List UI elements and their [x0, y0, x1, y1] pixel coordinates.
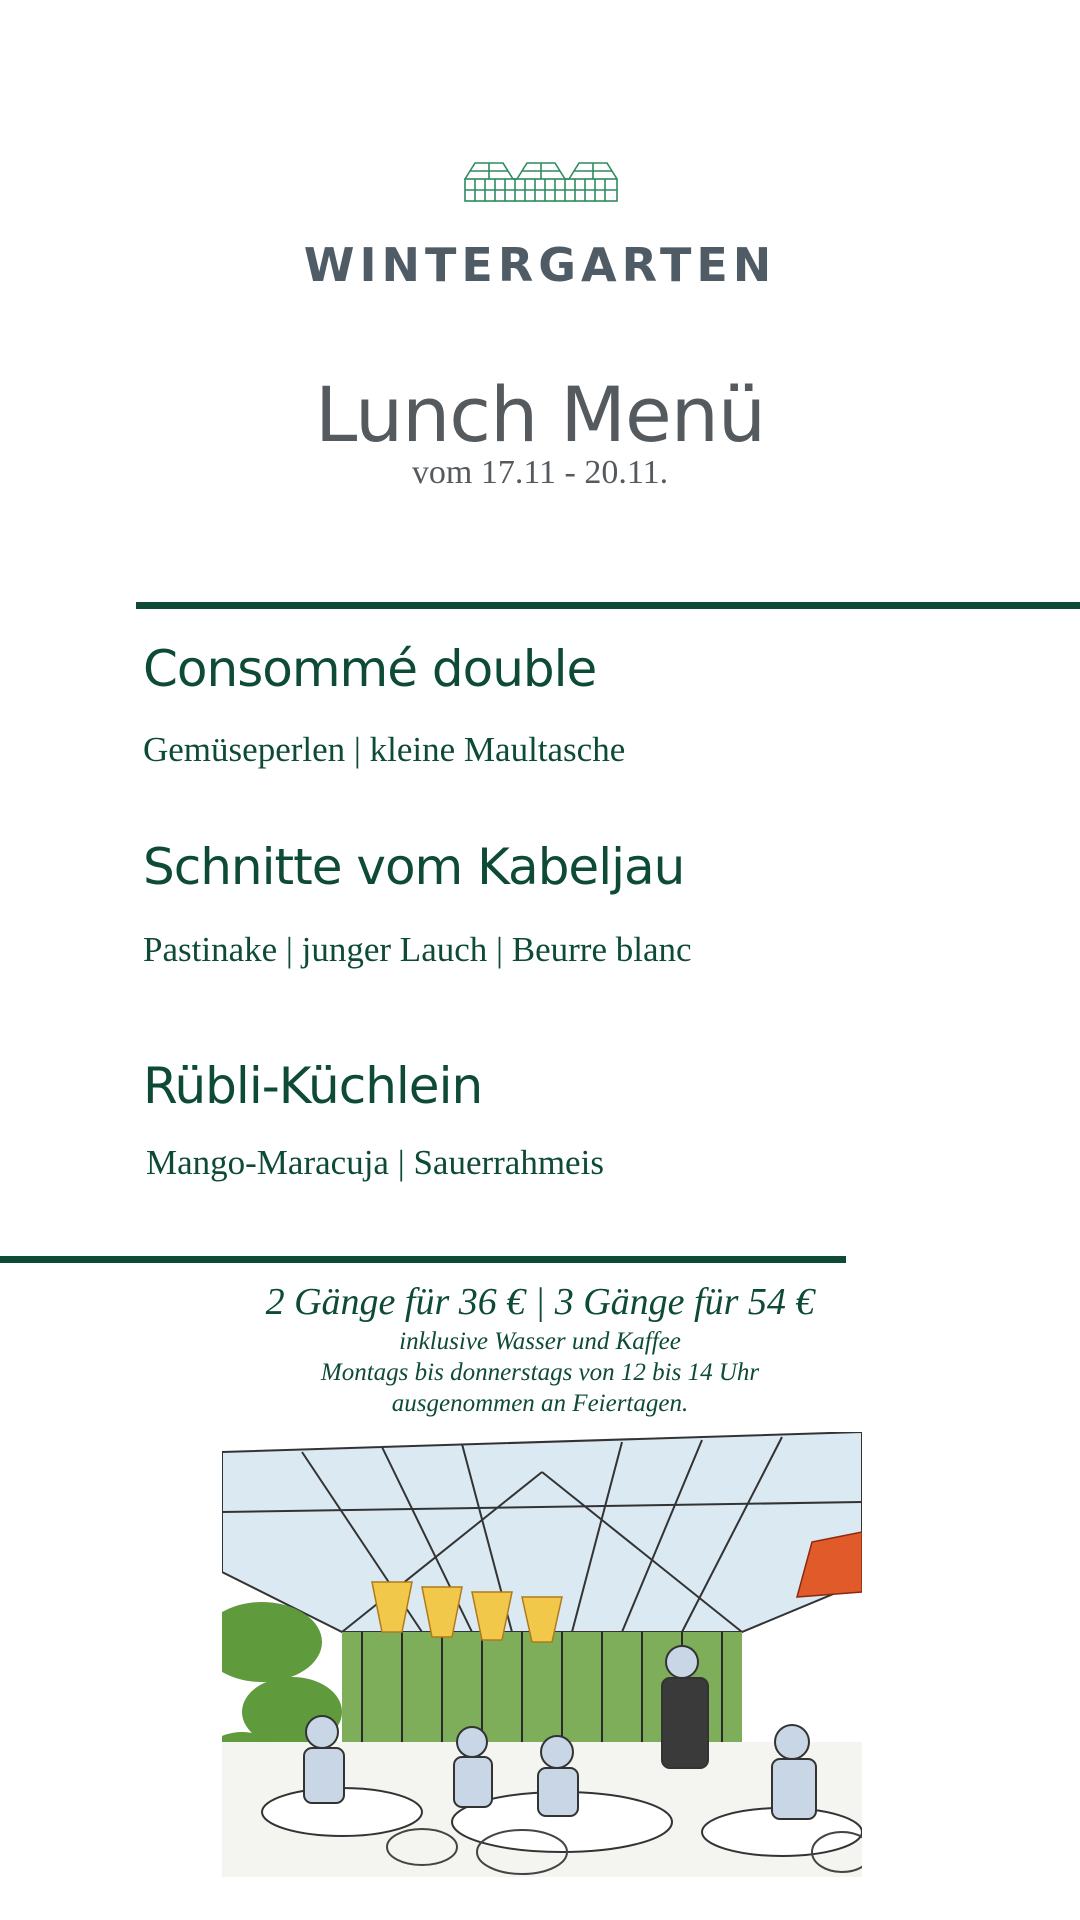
pricing-note: ausgenommen an Feiertagen. — [391, 1390, 689, 1417]
divider-bottom — [0, 1256, 846, 1263]
menu-dates: vom 17.11 - 20.11. — [411, 454, 669, 491]
course-description-starter: Gemüseperlen | kleine Maultasche — [143, 730, 626, 769]
price-offer: 2 Gänge für 36 € | 3 Gänge für 54 € — [265, 1281, 815, 1323]
restaurant-illustration — [222, 1432, 862, 1877]
pricing-note: inklusive Wasser und Kaffee — [399, 1328, 681, 1355]
course-name-dessert: Rübli-Küchlein — [143, 1057, 483, 1115]
course-description-dessert: Mango-Maracuja | Sauerrahmeis — [146, 1143, 604, 1182]
menu-title: Lunch Menü — [314, 370, 766, 459]
course-name-main: Schnitte vom Kabeljau — [143, 838, 685, 896]
greenhouse-logo-icon — [463, 157, 619, 203]
course-name-starter: Consommé double — [143, 640, 597, 698]
pricing-note: Montags bis donnerstags von 12 bis 14 Uhr — [320, 1359, 760, 1386]
brand-name: WINTERGARTEN — [303, 238, 777, 292]
course-description-main: Pastinake | junger Lauch | Beurre blanc — [143, 930, 692, 969]
divider-top — [136, 602, 1080, 609]
